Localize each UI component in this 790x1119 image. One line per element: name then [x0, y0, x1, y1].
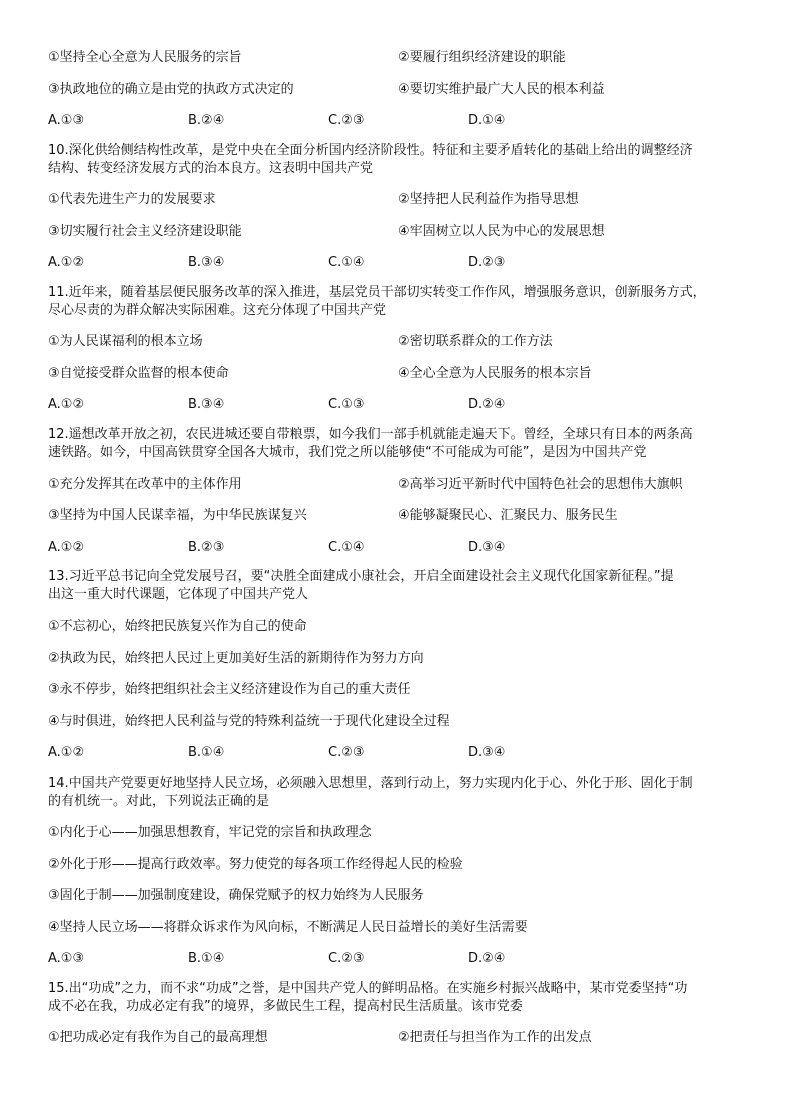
q9-answers: [48, 113, 748, 129]
q13-answers: [48, 745, 748, 761]
q9-option-1: ①坚持全心全意为人民服务的宗旨: [48, 50, 242, 65]
q9-answer-d: D.①④: [468, 113, 506, 128]
q9-answer-a: A.①③: [48, 113, 85, 128]
q13-option-2: ②执政为民，始终把人民过上更加美好生活的新期待作为努力方向: [48, 651, 424, 666]
q11-answer-a: A.①②: [48, 397, 85, 412]
q14-option-1: ①内化于心——加强思想教育，牢记党的宗旨和执政理念: [48, 825, 372, 840]
q10-answer-c: C.①④: [328, 255, 365, 270]
q10-options-row-2: [48, 224, 748, 240]
q13-answer-b: B.①④: [188, 745, 225, 760]
q12-option-3: ③坚持为中国人民谋幸福，为中华民族谋复兴: [48, 508, 307, 523]
q15-option-2: ②把责任与担当作为工作的出发点: [398, 1030, 592, 1045]
q13-option-1: ①不忘初心，始终把民族复兴作为自己的使命: [48, 619, 307, 634]
q11-answer-d: D.②④: [468, 397, 506, 412]
q12-answers: [48, 540, 748, 556]
q14-answer-d: D.②④: [468, 951, 506, 966]
q14-answer-c: C.②③: [328, 951, 365, 966]
q13-option-3: ③永不停步，始终把组织社会主义经济建设作为自己的重大责任: [48, 682, 411, 697]
q12-options-row-1: [48, 477, 748, 493]
q10-options-row-1: [48, 192, 748, 208]
q14-option-2: ②外化于形——提高行政效率。努力使党的每各项工作经得起人民的检验: [48, 857, 463, 872]
q12-answer-a: A.①②: [48, 540, 85, 555]
q11-option-1: ①为人民谋福利的根本立场: [48, 334, 203, 349]
q10-option-2: ②坚持把人民利益作为指导思想: [398, 192, 579, 207]
q13-answer-d: D.③④: [468, 745, 506, 760]
q9-option-3: ③执政地位的确立是由党的执政方式决定的: [48, 82, 294, 97]
q15-option-1: ①把功成必定有我作为自己的最高理想: [48, 1030, 268, 1045]
q9-options-row-1: [48, 50, 748, 66]
q12-answer-b: B.②③: [188, 540, 225, 555]
q14-option-4: ④坚持人民立场——将群众诉求作为风向标，不断满足人民日益增长的美好生活需要: [48, 920, 528, 935]
q11-answers: [48, 397, 748, 413]
q9-answer-b: B.②④: [188, 113, 225, 128]
q12-answer-d: D.③④: [468, 540, 506, 555]
q12-answer-c: C.①④: [328, 540, 365, 555]
q11-stem-line-1: 11.近年来，随着基层便民服务改革的深入推进，基层党员干部切实转变工作作风，增强服务意识，创新服务方式，: [48, 285, 706, 300]
q11-answer-c: C.①③: [328, 397, 365, 412]
q12-option-4: ④能够凝聚民心、汇聚民力、服务民生: [398, 508, 618, 523]
q10-stem-line-2: 结构、转变经济发展方式的治本良方。这表明中国共产党: [48, 161, 374, 176]
q9-answer-c: C.②③: [328, 113, 365, 128]
q15-options-row-1: [48, 1030, 748, 1046]
q13-answer-c: C.②③: [328, 745, 365, 760]
q14-stem-line-2: 的有机统一。对此，下列说法正确的是: [48, 794, 270, 809]
q10-answer-a: A.①②: [48, 255, 85, 270]
q10-option-1: ①代表先进生产力的发展要求: [48, 192, 216, 207]
q9-option-4: ④要切实维护最广大人民的根本利益: [398, 82, 605, 97]
q14-option-3: ③固化于制——加强制度建设，确保党赋予的权力始终为人民服务: [48, 888, 424, 903]
q13-answer-a: A.①②: [48, 745, 85, 760]
q13-stem-line-1: 13.习近平总书记向全党发展号召，要“决胜全面建成小康社会，开启全面建设社会主义现代化国家新征程。”提: [48, 569, 674, 584]
q12-options-row-2: [48, 508, 748, 524]
q12-stem-line-2: 速铁路。如今，中国高铁贯穿全国各大城市，我们党之所以能够使“不可能成为可能”，是因为中国共产党: [48, 445, 647, 460]
q13-stem-line-2: 出这一重大时代课题，它体现了中国共产党人: [48, 587, 309, 602]
q15-stem-line-2: 成不必在我，功成必定有我”的境界，多做民生工程，提高村民生活质量。该市党委: [48, 999, 523, 1014]
q11-stem-line-2: 尽心尽责的为群众解决实际困难。这充分体现了中国共产党: [48, 303, 387, 318]
q10-option-3: ③切实履行社会主义经济建设职能: [48, 224, 242, 239]
q9-option-2: ②要履行组织经济建设的职能: [398, 50, 566, 65]
q15-stem-line-1: 15.出“功成”之力，而不求“功成”之誉，是中国共产党人的鲜明品格。在实施乡村振兴战略中，某市党委坚持“功: [48, 981, 688, 996]
q14-answers: [48, 951, 748, 967]
q11-option-2: ②密切联系群众的工作方法: [398, 334, 553, 349]
q10-answer-b: B.③④: [188, 255, 225, 270]
q9-options-row-2: [48, 82, 748, 98]
q10-answer-d: D.②③: [468, 255, 506, 270]
q10-stem-line-1: 10.深化供给侧结构性改革，是党中央在全面分析国内经济阶段性。特征和主要矛盾转化的基础上给出的调整经济: [48, 143, 693, 158]
q13-option-4: ④与时俱进，始终把人民利益与党的特殊利益统一于现代化建设全过程: [48, 714, 450, 729]
q11-option-4: ④全心全意为人民服务的根本宗旨: [398, 366, 592, 381]
q11-answer-b: B.③④: [188, 397, 225, 412]
q12-option-2: ②高举习近平新时代中国特色社会的思想伟大旗帜: [398, 477, 683, 492]
q11-option-3: ③自觉接受群众监督的根本使命: [48, 366, 229, 381]
q14-answer-b: B.①④: [188, 951, 225, 966]
q14-stem-line-1: 14.中国共产党要更好地坚持人民立场，必须融入思想里，落到行动上，努力实现内化于心、外化于形、固化于制: [48, 776, 693, 791]
q12-stem-line-1: 12.遥想改革开放之初，农民进城还要自带粮票，如今我们一部手机就能走遍天下。曾经，全球只有日本的两条高: [48, 427, 693, 442]
q11-options-row-1: [48, 334, 748, 350]
q10-answers: [48, 255, 748, 271]
q10-option-4: ④牢固树立以人民为中心的发展思想: [398, 224, 605, 239]
q11-options-row-2: [48, 366, 748, 382]
q12-option-1: ①充分发挥其在改革中的主体作用: [48, 477, 242, 492]
q14-answer-a: A.①③: [48, 951, 85, 966]
